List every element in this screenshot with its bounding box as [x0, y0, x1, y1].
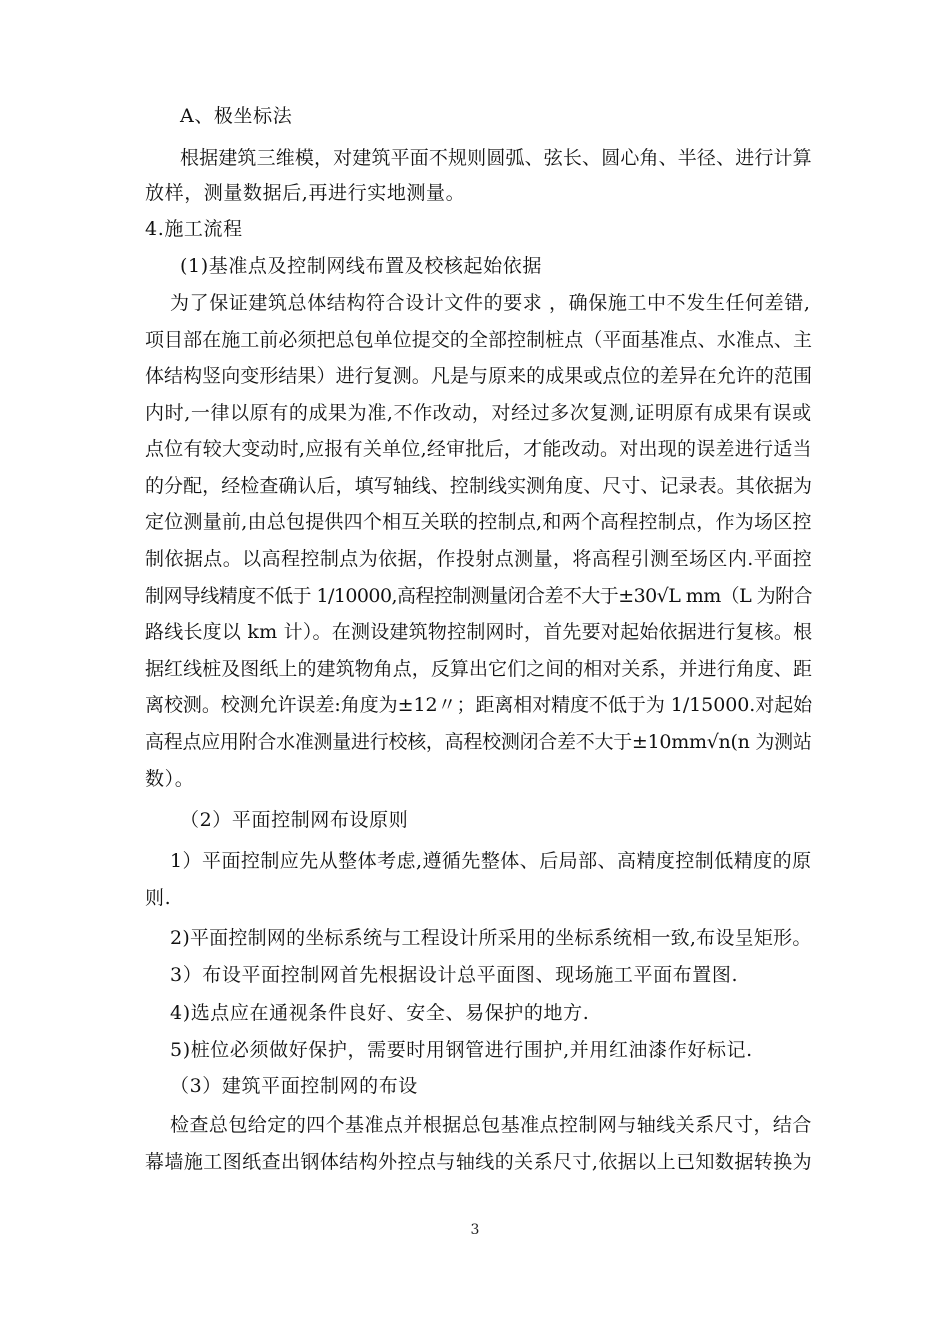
list-item: 3）布设平面控制网首先根据设计总平面图、现场施工平面布置图. — [170, 964, 739, 986]
paragraph-line: 放样，测量数据后,再进行实地测量。 — [145, 182, 466, 204]
paragraph-line: 幕墙施工图纸查出钢体结构外控点与轴线的关系尺寸,依据以上已知数据转换为 — [145, 1151, 813, 1173]
paragraph-line: 路线长度以 km 计）。在测设建筑物控制网时，首先要对起始依据进行复核。根 — [145, 621, 813, 643]
paragraph-line: 定位测量前,由总包提供四个相互关联的控制点,和两个高程控制点，作为场区控 — [145, 511, 812, 533]
paragraph-line: 体结构竖向变形结果）进行复测。凡是与原来的成果或点位的差异在允许的范围 — [145, 365, 813, 387]
paragraph-line: 点位有较大变动时,应报有关单位,经审批后，才能改动。对出现的误差进行适当 — [145, 438, 812, 460]
list-item: 5)桩位必须做好保护，需要时用钢管进行围护,并用红油漆作好标记. — [170, 1039, 753, 1061]
paragraph-line: 制网导线精度不低于 1/10000,高程控制测量闭合差不大于±30√L mm（L 为附合 — [145, 585, 812, 607]
subsection-heading-benchmark: (1)基准点及控制网线布置及校核起始依据 — [180, 255, 542, 277]
paragraph-line: 内时,一律以原有的成果为准,不作改动，对经过多次复测,证明原有成果有误或 — [145, 402, 812, 424]
paragraph-line: 制依据点。以高程控制点为依据，作投射点测量，将高程引测至场区内.平面控 — [145, 548, 813, 570]
list-item: 1）平面控制应先从整体考虑,遵循先整体、后局部、高精度控制低精度的原 — [170, 850, 812, 872]
paragraph-line: 的分配，经检查确认后，填写轴线、控制线实测角度、尺寸、记录表。其依据为 — [145, 475, 813, 497]
paragraph-line: 项目部在施工前必须把总包单位提交的全部控制桩点（平面基准点、水准点、主 — [145, 329, 813, 351]
paragraph-line: 高程点应用附合水准测量进行校核，高程校测闭合差不大于±10mm√n(n 为测站 — [145, 731, 812, 753]
section-heading-construction-flow: 4.施工流程 — [145, 218, 243, 240]
section-heading-polar-method: A、极坐标法 — [180, 105, 293, 127]
paragraph-line: 为了保证建筑总体结构符合设计文件的要求 ，确保施工中不发生任何差错, — [170, 292, 811, 314]
paragraph-line: 据红线桩及图纸上的建筑物角点，反算出它们之间的相对关系，并进行角度、距 — [145, 658, 813, 680]
paragraph-line: 数）。 — [145, 768, 195, 790]
list-item-continuation: 则. — [145, 887, 172, 909]
paragraph-line: 检查总包给定的四个基准点并根据总包基准点控制网与轴线关系尺寸，结合 — [170, 1114, 812, 1136]
paragraph-line: 离校测。校测允许误差:角度为±12〃；距离相对精度不低于为 1/15000.对起始 — [145, 694, 813, 716]
subsection-heading-network-layout: （3）建筑平面控制网的布设 — [170, 1075, 418, 1097]
paragraph-line: 根据建筑三维模，对建筑平面不规则圆弧、弦长、圆心角、半径、进行计算 — [180, 147, 812, 169]
page-number: 3 — [470, 1222, 480, 1238]
list-item: 4)选点应在通视条件良好、安全、易保护的地方. — [170, 1002, 590, 1024]
list-item: 2)平面控制网的坐标系统与工程设计所采用的坐标系统相一致,布设呈矩形。 — [170, 927, 812, 949]
subsection-heading-control-network-principles: （2）平面控制网布设原则 — [180, 809, 409, 831]
